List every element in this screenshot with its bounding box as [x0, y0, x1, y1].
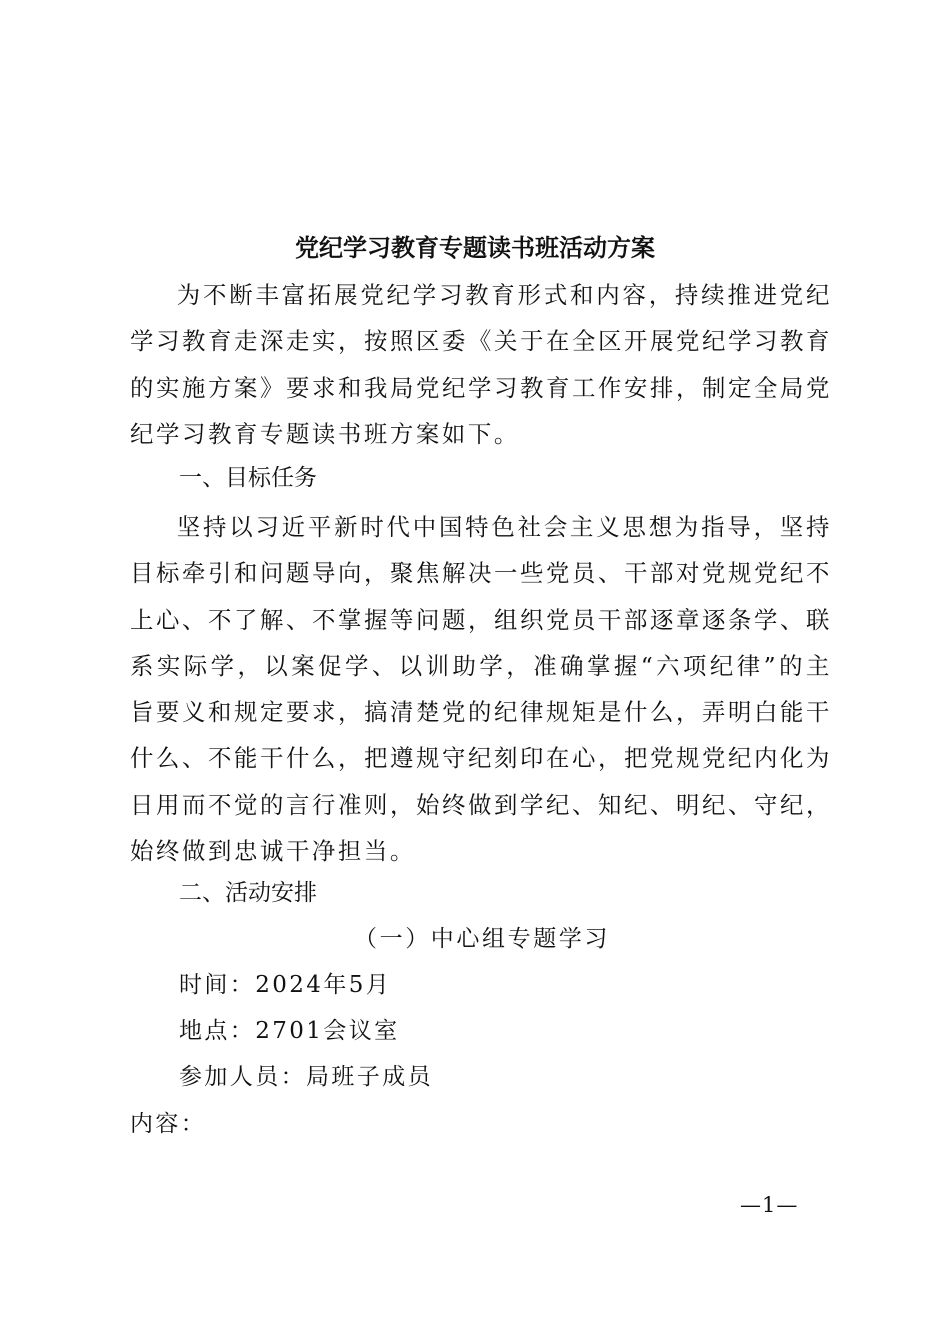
activity-place: 地点：2701会议室	[179, 1018, 400, 1044]
subsection-heading-central-group: （一）中心组专题学习	[354, 926, 610, 952]
section-heading-activities: 二、活动安排	[179, 880, 317, 906]
activity-content-label: 内容：	[130, 1111, 207, 1137]
intro-paragraph: 为不断丰富拓展党纪学习教育形式和内容，持续推进党纪学习教育走深走实，按照区委《关于在全区开展党纪学习教育的实施方案》要求和我局党纪学习教育工作安排，制定全局党纪学习教育专题读书班方案如下。	[130, 281, 832, 448]
page-number: —1—	[740, 1193, 799, 1217]
activity-participants: 参加人员：局班子成员	[179, 1064, 433, 1090]
document-title: 党纪学习教育专题读书班活动方案	[295, 233, 655, 262]
activity-time: 时间：2024年5月	[179, 972, 392, 998]
section-heading-goals: 一、目标任务	[179, 465, 317, 491]
goals-paragraph: 坚持以习近平新时代中国特色社会主义思想为指导，坚持目标牵引和问题导向，聚焦解决一些党员、干部对党规党纪不上心、不了解、不掌握等问题，组织党员干部逐章逐条学、联系实际学，以案促学、以训助学，准确掌握“六项纪律”的主旨要义和规定要求，搞清楚党的纪律规矩是什么，弄明白能干什么、不能干什么，把遵规守纪刻印在心，把党规党纪内化为日用而不觉的言行准则，始终做到学纪、知纪、明纪、守纪，始终做到忠诚干净担当。	[130, 513, 832, 866]
